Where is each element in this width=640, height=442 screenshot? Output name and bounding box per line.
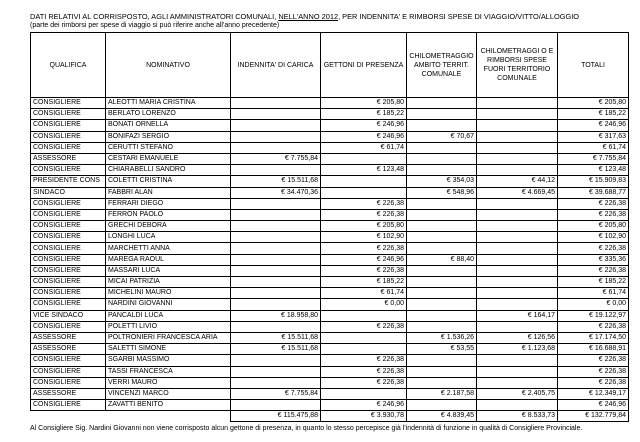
totals-blank [106,411,231,422]
cell-nominativo: MAREGA RAOUL [106,254,231,265]
cell-chilometraggio-fuori [477,142,558,153]
cell-nominativo: NARDINI GIOVANNI [106,299,231,310]
cell-qualifica: CONSIGLIERE [31,288,106,299]
cell-chilometraggio-fuori: € 1.123,68 [477,344,558,355]
cell-totali: € 317,63 [558,131,629,142]
table-row [31,366,629,377]
cell-gettoni: € 61,74 [321,142,407,153]
totals-row [31,411,629,422]
cell-qualifica: SINDACO [31,187,106,198]
cell-chilometraggio-fuori [477,232,558,243]
header-indennita: INDENNITA' DI CARICA [231,33,321,98]
cell-totali: € 246,96 [558,120,629,131]
cell-nominativo: FERRARI DIEGO [106,198,231,209]
cell-totali: € 16.688,91 [558,344,629,355]
cell-chilometraggio-fuori [477,355,558,366]
cell-chilometraggio-fuori: € 2.405,75 [477,388,558,399]
cell-chilometraggio-fuori [477,254,558,265]
cell-chilometraggio-fuori [477,277,558,288]
cell-indennita: € 15.511,68 [231,344,321,355]
document-title [30,12,579,21]
cell-nominativo: MASSARI LUCA [106,265,231,276]
cell-totali: € 226,38 [558,355,629,366]
cell-nominativo: MARCHETTI ANNA [106,243,231,254]
cell-indennita [231,355,321,366]
cell-chilometraggio-ambito: € 548,96 [407,187,477,198]
cell-qualifica: ASSESSORE [31,388,106,399]
cell-nominativo: CHIARABELLI SANDRO [106,165,231,176]
cell-chilometraggio-ambito [407,288,477,299]
cell-chilometraggio-ambito [407,232,477,243]
table-row [31,232,629,243]
cell-gettoni: € 61,74 [321,288,407,299]
cell-nominativo: BONATI ORNELLA [106,120,231,131]
table-row [31,388,629,399]
cell-nominativo: VERRI MAURO [106,377,231,388]
cell-totali: € 39.688,77 [558,187,629,198]
cell-totali: € 226,38 [558,366,629,377]
cell-chilometraggio-ambito [407,209,477,220]
cell-chilometraggio-ambito: € 354,03 [407,176,477,187]
table-row [31,221,629,232]
total-chilometraggio-ambito: € 4.839,45 [407,411,477,422]
cell-chilometraggio-ambito [407,321,477,332]
cell-chilometraggio-fuori [477,400,558,411]
header-nominativo: NOMINATIVO [106,33,231,98]
cell-qualifica: PRESIDENTE CONS [31,176,106,187]
title-suffix: , PER INDENNITA' E RIMBORSI SPESE DI VIAGGIO/VITTO/ALLOGGIO [338,12,580,21]
title-year: NELL'ANNO 2012 [278,12,339,21]
cell-gettoni: € 226,38 [321,198,407,209]
table-row [31,344,629,355]
cell-totali: € 185,22 [558,109,629,120]
header-chilometraggio-fuori: CHILOMETRAGGI O E RIMBORSI SPESE FUORI TERRITORIO COMUNALE [477,33,558,98]
cell-nominativo: CESTARI EMANUELE [106,153,231,164]
cell-gettoni: € 246,96 [321,254,407,265]
cell-chilometraggio-ambito: € 88,40 [407,254,477,265]
cell-gettoni [321,332,407,343]
table-row [31,277,629,288]
cell-nominativo: VINCENZI MARCO [106,388,231,399]
cell-chilometraggio-fuori: € 4.669,45 [477,187,558,198]
table-row [31,198,629,209]
cell-chilometraggio-fuori: € 126,56 [477,332,558,343]
compensation-table [30,32,629,422]
cell-nominativo: ALEOTTI MARIA CRISTINA [106,98,231,109]
cell-totali: € 185,22 [558,277,629,288]
cell-gettoni: € 226,38 [321,377,407,388]
cell-indennita [231,209,321,220]
cell-gettoni: € 246,96 [321,120,407,131]
cell-nominativo: FABBRI ALAN [106,187,231,198]
table-row [31,153,629,164]
cell-nominativo: BERLATO LORENZO [106,109,231,120]
cell-indennita: € 18.958,80 [231,310,321,321]
cell-totali: € 205,80 [558,98,629,109]
cell-qualifica: CONSIGLIERE [31,165,106,176]
cell-indennita: € 7.755,84 [231,388,321,399]
cell-gettoni [321,153,407,164]
cell-indennita [231,109,321,120]
cell-chilometraggio-ambito [407,310,477,321]
cell-nominativo: LONGHI LUCA [106,232,231,243]
cell-chilometraggio-ambito [407,165,477,176]
cell-chilometraggio-fuori [477,299,558,310]
cell-indennita [231,98,321,109]
cell-gettoni: € 246,96 [321,400,407,411]
cell-gettoni [321,388,407,399]
cell-chilometraggio-ambito [407,98,477,109]
cell-totali: € 61,74 [558,142,629,153]
cell-totali: € 19.122,97 [558,310,629,321]
cell-indennita [231,232,321,243]
cell-totali: € 0,00 [558,299,629,310]
cell-chilometraggio-ambito [407,299,477,310]
cell-totali: € 246,96 [558,400,629,411]
cell-chilometraggio-fuori [477,366,558,377]
cell-nominativo: SGARBI MASSIMO [106,355,231,366]
cell-qualifica: ASSESSORE [31,344,106,355]
cell-totali: € 226,38 [558,377,629,388]
cell-chilometraggio-fuori: € 164,17 [477,310,558,321]
cell-chilometraggio-fuori [477,209,558,220]
cell-qualifica: CONSIGLIERE [31,243,106,254]
cell-chilometraggio-ambito [407,265,477,276]
cell-chilometraggio-fuori [477,165,558,176]
document-subtitle: (parte dei rimborsi per spese di viaggio si può riferire anche all'anno precedente) [30,22,280,29]
cell-gettoni: € 226,38 [321,243,407,254]
cell-qualifica: CONSIGLIERE [31,355,106,366]
cell-indennita [231,254,321,265]
table-row [31,165,629,176]
cell-qualifica: CONSIGLIERE [31,221,106,232]
cell-indennita [231,366,321,377]
cell-chilometraggio-fuori [477,221,558,232]
cell-qualifica: CONSIGLIERE [31,209,106,220]
cell-totali: € 61,74 [558,288,629,299]
header-qualifica: QUALIFICA [31,33,106,98]
table-row [31,355,629,366]
cell-totali: € 205,80 [558,221,629,232]
table-row [31,288,629,299]
cell-indennita [231,120,321,131]
total-indennita: € 115.475,88 [231,411,321,422]
cell-nominativo: FERRON PAOLO [106,209,231,220]
table-row [31,109,629,120]
cell-totali: € 102,90 [558,232,629,243]
cell-indennita [231,243,321,254]
cell-chilometraggio-fuori [477,120,558,131]
cell-qualifica: ASSESSORE [31,332,106,343]
cell-chilometraggio-ambito [407,243,477,254]
table-row [31,98,629,109]
cell-nominativo: TASSI FRANCESCA [106,366,231,377]
cell-qualifica: CONSIGLIERE [31,400,106,411]
cell-totali: € 226,38 [558,209,629,220]
cell-indennita [231,198,321,209]
cell-qualifica: CONSIGLIERE [31,131,106,142]
cell-chilometraggio-ambito [407,120,477,131]
cell-indennita: € 15.511,68 [231,332,321,343]
cell-gettoni: € 246,96 [321,131,407,142]
table-row [31,142,629,153]
cell-nominativo: GRECHI DEBORA [106,221,231,232]
cell-indennita: € 34.470,36 [231,187,321,198]
cell-indennita [231,142,321,153]
table-row [31,243,629,254]
cell-chilometraggio-fuori [477,321,558,332]
cell-nominativo: COLETTI CRISTINA [106,176,231,187]
cell-gettoni: € 102,90 [321,232,407,243]
cell-qualifica: CONSIGLIERE [31,198,106,209]
cell-totali: € 15.909,83 [558,176,629,187]
cell-chilometraggio-ambito [407,109,477,120]
cell-totali: € 226,38 [558,265,629,276]
cell-chilometraggio-fuori [477,109,558,120]
cell-qualifica: CONSIGLIERE [31,377,106,388]
cell-chilometraggio-ambito [407,221,477,232]
cell-chilometraggio-fuori [477,153,558,164]
cell-qualifica: CONSIGLIERE [31,366,106,377]
cell-gettoni: € 205,80 [321,98,407,109]
cell-qualifica: CONSIGLIERE [31,321,106,332]
cell-totali: € 123,48 [558,165,629,176]
table-row [31,120,629,131]
cell-chilometraggio-ambito [407,355,477,366]
cell-qualifica: CONSIGLIERE [31,120,106,131]
title-prefix: DATI RELATIVI AL CORRISPOSTO, AGLI AMMINISTRATORI COMUNALI, [30,12,279,21]
cell-gettoni: € 205,80 [321,221,407,232]
cell-indennita [231,400,321,411]
cell-gettoni: € 226,38 [321,355,407,366]
cell-qualifica: CONSIGLIERE [31,265,106,276]
cell-gettoni: € 226,38 [321,209,407,220]
cell-indennita [231,221,321,232]
table-row [31,254,629,265]
table-row [31,310,629,321]
cell-indennita [231,131,321,142]
cell-nominativo: MICAI PATRIZIA [106,277,231,288]
cell-gettoni [321,176,407,187]
cell-indennita [231,265,321,276]
cell-nominativo: MICHELINI MAURO [106,288,231,299]
cell-qualifica: CONSIGLIERE [31,142,106,153]
cell-indennita [231,299,321,310]
cell-chilometraggio-ambito [407,400,477,411]
header-gettoni: GETTONI DI PRESENZA [321,33,407,98]
cell-chilometraggio-ambito [407,142,477,153]
cell-gettoni: € 0,00 [321,299,407,310]
cell-chilometraggio-fuori [477,265,558,276]
cell-gettoni [321,310,407,321]
cell-chilometraggio-ambito [407,377,477,388]
cell-nominativo: ZAVATTI BENITO [106,400,231,411]
cell-qualifica: VICE SINDACO [31,310,106,321]
header-chilometraggio-ambito: CHILOMETRAGGIO AMBITO TERRIT. COMUNALE [407,33,477,98]
cell-indennita [231,288,321,299]
total-gettoni: € 3.930,78 [321,411,407,422]
cell-chilometraggio-fuori: € 44,12 [477,176,558,187]
cell-nominativo: CERUTTI STEFANO [106,142,231,153]
cell-chilometraggio-fuori [477,98,558,109]
cell-chilometraggio-ambito: € 53,55 [407,344,477,355]
cell-qualifica: CONSIGLIERE [31,109,106,120]
cell-indennita: € 7.755,84 [231,153,321,164]
cell-totali: € 335,36 [558,254,629,265]
cell-gettoni: € 226,38 [321,265,407,276]
cell-qualifica: ASSESSORE [31,153,106,164]
totals-blank [31,411,106,422]
cell-totali: € 7.755,84 [558,153,629,164]
cell-chilometraggio-ambito [407,366,477,377]
cell-nominativo: POLTRONIERI FRANCESCA ARIA [106,332,231,343]
cell-gettoni: € 123,48 [321,165,407,176]
cell-qualifica: CONSIGLIERE [31,232,106,243]
table-header-row [31,33,629,98]
cell-totali: € 12.349,17 [558,388,629,399]
cell-totali: € 17.174,50 [558,332,629,343]
total-totali: € 132.779,84 [558,411,629,422]
cell-chilometraggio-fuori [477,198,558,209]
cell-gettoni [321,344,407,355]
cell-chilometraggio-ambito [407,198,477,209]
cell-qualifica: CONSIGLIERE [31,254,106,265]
table-row [31,321,629,332]
footnote: Al Consigliere Sig. Nardini Giovanni non viene corrisposto alcun gettone di presenza, in quanto lo stesso percepisce già l'indennità di funzione in qualità di Consigliere Provinciale. [30,425,583,432]
table-row [31,187,629,198]
table-body [31,98,629,411]
cell-nominativo: BONIFAZI SERGIO [106,131,231,142]
cell-totali: € 226,38 [558,321,629,332]
cell-qualifica: CONSIGLIERE [31,299,106,310]
cell-indennita [231,377,321,388]
table-row [31,332,629,343]
cell-chilometraggio-fuori [477,288,558,299]
table-row [31,265,629,276]
cell-totali: € 226,38 [558,198,629,209]
cell-chilometraggio-ambito [407,277,477,288]
total-chilometraggio-fuori: € 8.533,73 [477,411,558,422]
cell-gettoni: € 185,22 [321,109,407,120]
cell-nominativo: SALETTI SIMONE [106,344,231,355]
cell-qualifica: CONSIGLIERE [31,277,106,288]
cell-chilometraggio-fuori [477,131,558,142]
cell-chilometraggio-ambito: € 70,67 [407,131,477,142]
cell-indennita [231,165,321,176]
cell-gettoni: € 226,38 [321,321,407,332]
cell-qualifica: CONSIGLIERE [31,98,106,109]
cell-nominativo: POLETTI LIVIO [106,321,231,332]
cell-indennita [231,277,321,288]
cell-gettoni: € 226,38 [321,366,407,377]
cell-gettoni [321,187,407,198]
cell-indennita: € 15.511,68 [231,176,321,187]
cell-gettoni: € 185,22 [321,277,407,288]
cell-nominativo: PANCALDI LUCA [106,310,231,321]
cell-chilometraggio-ambito: € 1.536,26 [407,332,477,343]
table-row [31,377,629,388]
header-totali: TOTALI [558,33,629,98]
cell-chilometraggio-fuori [477,243,558,254]
cell-totali: € 226,38 [558,243,629,254]
cell-chilometraggio-fuori [477,377,558,388]
table-row [31,299,629,310]
cell-chilometraggio-ambito: € 2.187,58 [407,388,477,399]
table-row [31,209,629,220]
table-row [31,131,629,142]
cell-chilometraggio-ambito [407,153,477,164]
cell-indennita [231,321,321,332]
table-row [31,176,629,187]
table-row [31,400,629,411]
